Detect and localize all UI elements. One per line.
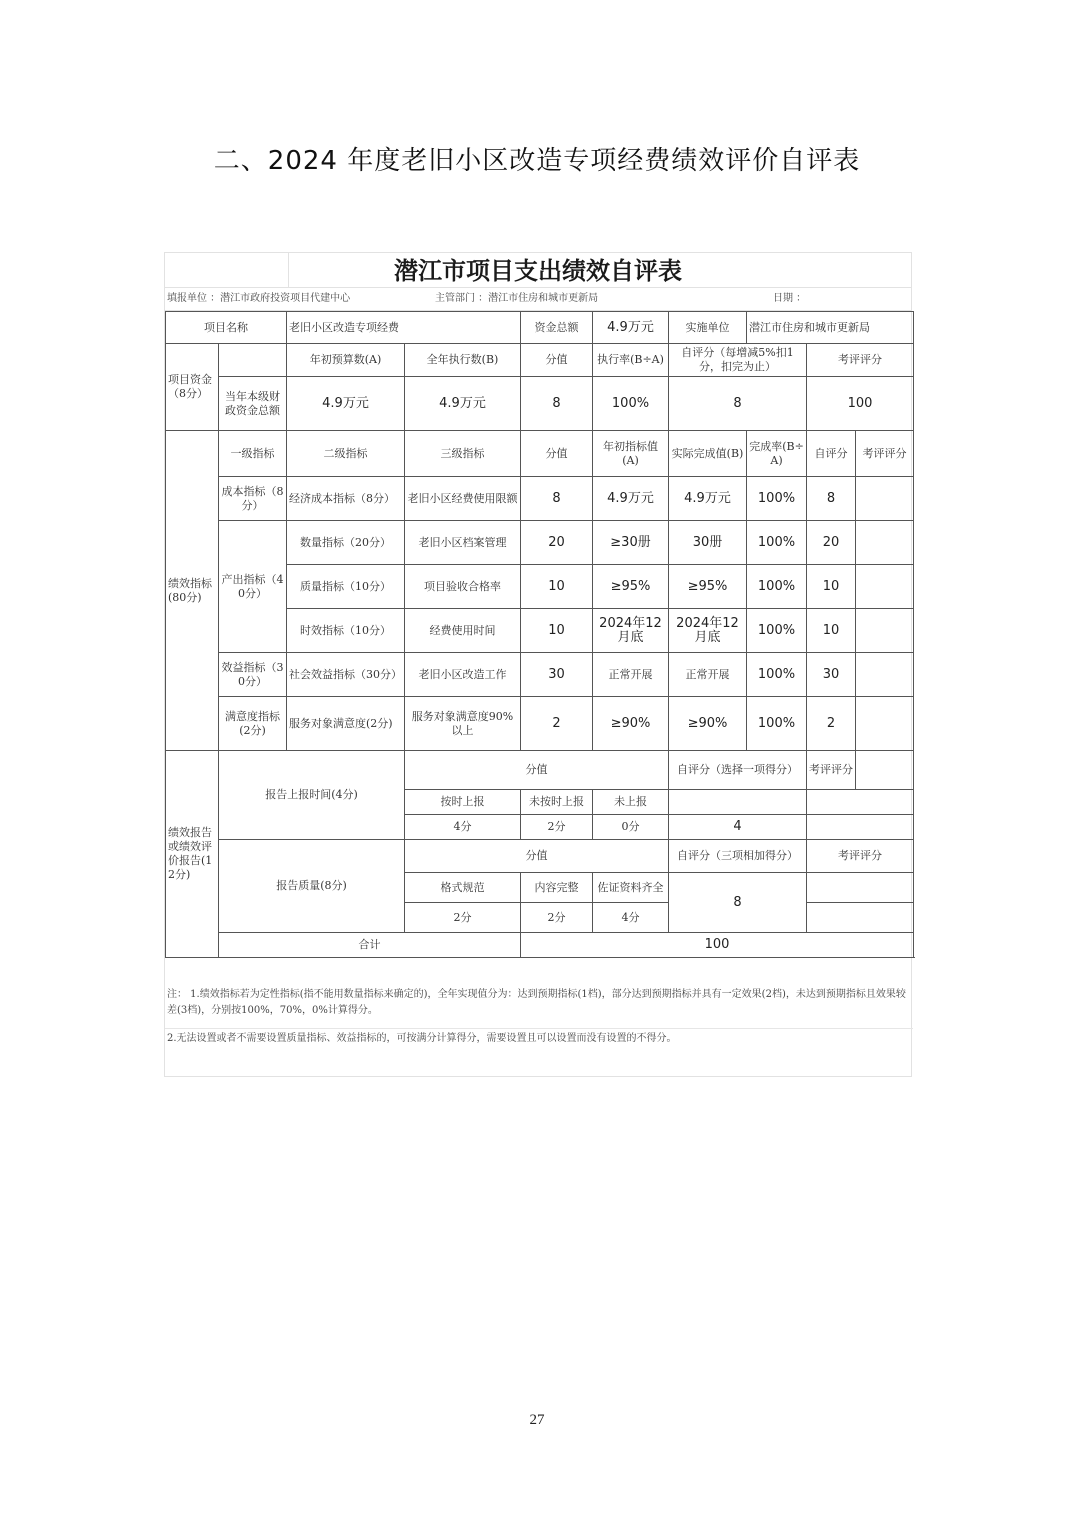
timing-review-value: [856, 751, 914, 790]
funds-value-row: [166, 377, 914, 431]
quality-review-cell: [807, 903, 914, 933]
output-level2: 时效指标（10分）: [287, 609, 405, 653]
benefit-level1: 效益指标（30分）: [219, 653, 287, 697]
fund-total-value: 4.9万元: [593, 312, 669, 344]
output-actual: 30册: [669, 521, 747, 565]
ind-score-header: 分值: [521, 431, 593, 477]
funds-blank-cell: [219, 344, 287, 377]
rate-header: 执行率(B÷A): [593, 344, 669, 377]
output-completion: 100%: [747, 609, 807, 653]
indicators-section-label: 绩效指标(80分): [166, 431, 219, 751]
output-level1: 产出指标（40分）: [219, 521, 287, 653]
executed-header: 全年执行数(B): [405, 344, 521, 377]
timing-option: 按时上报: [405, 790, 521, 815]
table-row: [166, 477, 914, 521]
output-score: 10: [521, 609, 593, 653]
executed-value: 4.9万元: [405, 377, 521, 431]
output-score: 10: [521, 565, 593, 609]
timing-review-blank: [807, 790, 914, 815]
satisfaction-level1: 满意度指标(2分): [219, 697, 287, 751]
total-label: 合计: [219, 933, 521, 958]
fund-total-label: 资金总额: [521, 312, 593, 344]
actual-header: 实际完成值(B): [669, 431, 747, 477]
output-target: ≥30册: [593, 521, 669, 565]
satisfaction-level3: 服务对象满意度90%以上: [405, 697, 521, 751]
quality-points: 4分: [593, 903, 669, 933]
benefit-completion: 100%: [747, 653, 807, 697]
satisfaction-self: 2: [807, 697, 856, 751]
output-level3: 老旧小区档案管理: [405, 521, 521, 565]
evaluation-table: [165, 311, 914, 958]
indicators-header-row: [166, 431, 914, 477]
output-target: ≥95%: [593, 565, 669, 609]
cost-level3: 老旧小区经费使用限额: [405, 477, 521, 521]
funds-self-score-value: 8: [669, 377, 807, 431]
output-level3: 经费使用时间: [405, 609, 521, 653]
score-header: 分值: [521, 344, 593, 377]
output-actual: ≥95%: [669, 565, 747, 609]
output-level2: 数量指标（20分）: [287, 521, 405, 565]
quality-self-value: 8: [669, 873, 807, 933]
timing-review-cell: [807, 815, 914, 840]
quality-self-header: 自评分（三项相加得分）: [669, 840, 807, 873]
date-field: 日期 ：: [773, 293, 807, 304]
output-target: 2024年12月底: [593, 609, 669, 653]
timing-option: 未按时上报: [521, 790, 593, 815]
output-actual: 2024年12月底: [669, 609, 747, 653]
table-row: [166, 521, 914, 565]
impl-unit-label: 实施单位: [669, 312, 747, 344]
level1-header: 一级指标: [219, 431, 287, 477]
satisfaction-review: [856, 697, 914, 751]
cost-target: 4.9万元: [593, 477, 669, 521]
quality-option: 佐证资料齐全: [593, 873, 669, 903]
note-1: 注： 1.绩效指标若为定性指标(指不能用数量指标来确定的)，全年实现值分为：达到预期指标(1档)，部分达到预期指标并具有一定效果(2档)，未达到预期指标且效果较差(3档)，分别按100%，70%，0%计算得分。: [167, 989, 906, 1016]
budget-header: 年初预算数(A): [287, 344, 405, 377]
level3-header: 三级指标: [405, 431, 521, 477]
self-score-header: 自评分（每增减5%扣1分，扣完为止）: [669, 344, 807, 377]
review-header: 考评评分: [807, 344, 914, 377]
project-name-value: 老旧小区改造专项经费: [287, 312, 521, 344]
benefit-level3: 老旧小区改造工作: [405, 653, 521, 697]
project-row: [166, 312, 914, 344]
timing-review-header: 考评评分: [807, 751, 856, 790]
cost-actual: 4.9万元: [669, 477, 747, 521]
cost-self: 8: [807, 477, 856, 521]
output-level2: 质量指标（10分）: [287, 565, 405, 609]
benefit-actual: 正常开展: [669, 653, 747, 697]
quality-points: 2分: [521, 903, 593, 933]
output-review: [856, 609, 914, 653]
cost-score: 8: [521, 477, 593, 521]
project-name-label: 项目名称: [166, 312, 287, 344]
meta-row: [165, 287, 911, 311]
table-row: [166, 697, 914, 751]
timing-self-blank: [669, 790, 807, 815]
benefit-target: 正常开展: [593, 653, 669, 697]
output-score: 20: [521, 521, 593, 565]
report-section-label: 绩效报告或绩效评价报告(12分): [166, 751, 219, 958]
benefit-level2: 社会效益指标（30分）: [287, 653, 405, 697]
page-heading: 二、2024 年度老旧小区改造专项经费绩效评价自评表: [213, 146, 861, 176]
timing-points: 0分: [593, 815, 669, 840]
timing-self-header: 自评分（选择一项得分）: [669, 751, 807, 790]
fill-unit: 填报单位 ：潜江市政府投资项目代建中心: [167, 293, 351, 304]
timing-points: 2分: [521, 815, 593, 840]
output-self: 20: [807, 521, 856, 565]
rate-value: 100%: [593, 377, 669, 431]
cost-level2: 经济成本指标（8分）: [287, 477, 405, 521]
level2-header: 二级指标: [287, 431, 405, 477]
output-completion: 100%: [747, 521, 807, 565]
cost-level1: 成本指标（8分）: [219, 477, 287, 521]
output-review: [856, 565, 914, 609]
timing-points: 4分: [405, 815, 521, 840]
timing-self-value: 4: [669, 815, 807, 840]
report-quality-label: 报告质量(8分): [219, 840, 405, 933]
impl-unit-value: 潜江市住房和城市更新局: [747, 312, 914, 344]
target-header: 年初指标值(A): [593, 431, 669, 477]
satisfaction-score: 2: [521, 697, 593, 751]
report-timing-header-row: [166, 751, 914, 790]
self-evaluation-sheet: [164, 252, 912, 1077]
ind-review-header: 考评评分: [856, 431, 914, 477]
page-number: 27: [529, 1412, 545, 1428]
satisfaction-completion: 100%: [747, 697, 807, 751]
output-review: [856, 521, 914, 565]
timing-score-header: 分值: [405, 751, 669, 790]
quality-review-blank: [807, 873, 914, 903]
budget-value: 4.9万元: [287, 377, 405, 431]
quality-score-header: 分值: [405, 840, 669, 873]
cost-review: [856, 477, 914, 521]
satisfaction-level2: 服务对象满意度(2分): [287, 697, 405, 751]
quality-review-header: 考评评分: [807, 840, 914, 873]
table-row: [166, 653, 914, 697]
self-header: 自评分: [807, 431, 856, 477]
quality-option: 内容完整: [521, 873, 593, 903]
funds-header-row: [166, 344, 914, 377]
quality-points: 2分: [405, 903, 521, 933]
benefit-self: 30: [807, 653, 856, 697]
sheet-title: 潜江市项目支出绩效自评表: [394, 256, 682, 285]
note-divider: [165, 1028, 913, 1029]
total-value: 100: [521, 933, 914, 958]
output-level3: 项目验收合格率: [405, 565, 521, 609]
funds-review-value: 100: [807, 377, 914, 431]
satisfaction-actual: ≥90%: [669, 697, 747, 751]
output-completion: 100%: [747, 565, 807, 609]
quality-option: 格式规范: [405, 873, 521, 903]
supervising-dept: 主管部门 ：潜江市住房和城市更新局: [435, 293, 599, 304]
completion-header: 完成率(B÷A): [747, 431, 807, 477]
output-self: 10: [807, 565, 856, 609]
funds-row-label: 当年本级财政资金总额: [219, 377, 287, 431]
report-quality-header-row: [166, 840, 914, 873]
satisfaction-target: ≥90%: [593, 697, 669, 751]
cost-completion: 100%: [747, 477, 807, 521]
total-row: [166, 933, 914, 958]
benefit-review: [856, 653, 914, 697]
output-self: 10: [807, 609, 856, 653]
funds-section-label: 项目资金（8分）: [166, 344, 219, 431]
report-timing-label: 报告上报时间(4分): [219, 751, 405, 840]
timing-option: 未上报: [593, 790, 669, 815]
benefit-score: 30: [521, 653, 593, 697]
funds-score-value: 8: [521, 377, 593, 431]
note-2: 2.无法设置或者不需要设置质量指标、效益指标的，可按满分计算得分，需要设置且可以设置而没有设置的不得分。: [167, 1033, 677, 1044]
